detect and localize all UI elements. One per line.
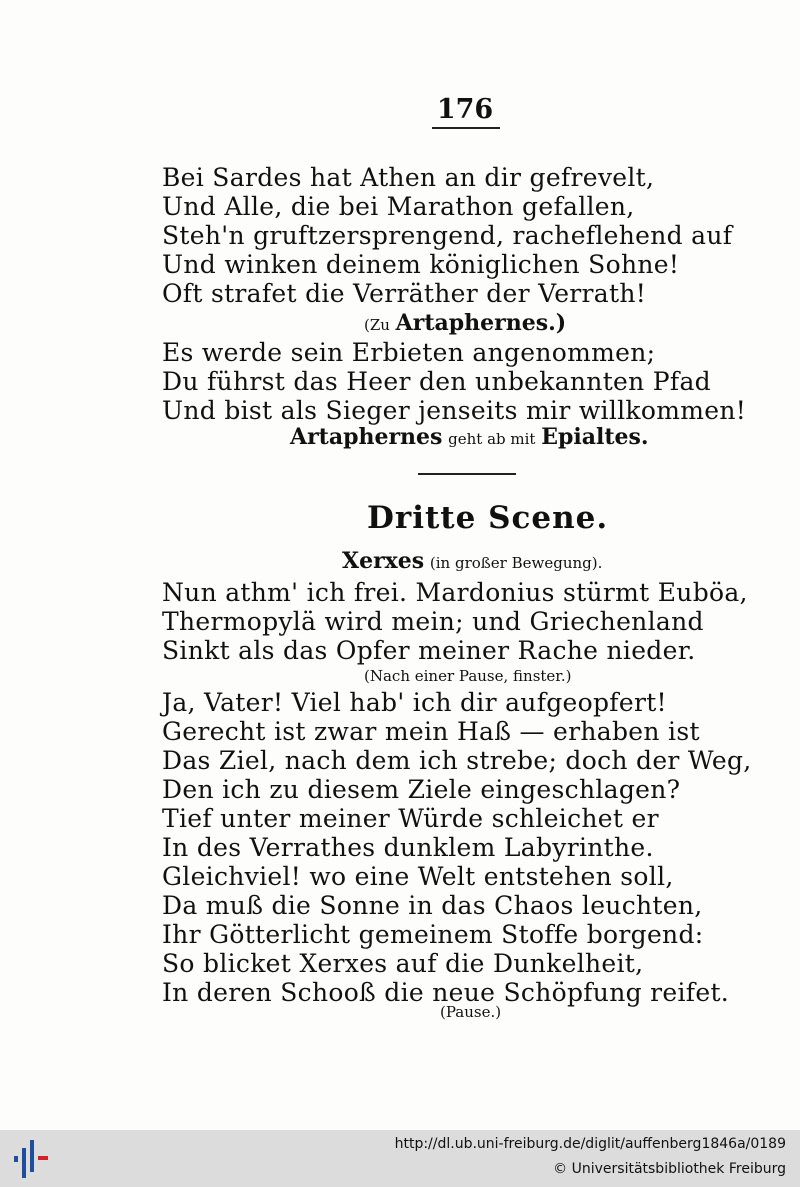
verse-line: Sinkt als das Opfer meiner Rache nieder.	[162, 636, 696, 665]
speaker-heading	[342, 548, 602, 574]
verse-line: Gerecht ist zwar mein Haß — erhaben ist	[162, 717, 700, 746]
verse-line: In des Verrathes dunklem Labyrinthe.	[162, 833, 654, 862]
stage-direction: (Nach einer Pause, finster.)	[364, 667, 572, 685]
verse-line: Es werde sein Erbieten angenommen;	[162, 338, 656, 367]
character-name: Epialtes.	[541, 424, 649, 450]
verse-line: Bei Sardes hat Athen an dir gefrevelt,	[162, 163, 655, 192]
verse-line: Thermopylä wird mein; und Griechenland	[162, 607, 704, 636]
verse-line: Das Ziel, nach dem ich strebe; doch der Weg,	[162, 746, 752, 775]
character-name: Artaphernes	[290, 424, 443, 450]
verse-line: So blicket Xerxes auf die Dunkelheit,	[162, 949, 644, 978]
stage-direction: (Pause.)	[440, 1003, 502, 1021]
stage-direction	[364, 310, 566, 336]
verse-line: Du führst das Heer den unbekannten Pfad	[162, 367, 711, 396]
viewer-footer	[0, 1130, 800, 1187]
verse-line: Ihr Götterlicht gemeinem Stoffe borgend:	[162, 920, 704, 949]
permalink-url[interactable]: http://dl.ub.uni-freiburg.de/diglit/auffenberg1846a/0189	[394, 1136, 786, 1152]
ub-freiburg-logo-icon[interactable]	[10, 1138, 54, 1180]
verse-line: Und Alle, die bei Marathon gefallen,	[162, 192, 635, 221]
verse-line: In deren Schooß die neue Schöpfung reifet.	[162, 978, 730, 1007]
scene-divider	[418, 473, 516, 475]
verse-line: Und bist als Sieger jenseits mir willkommen!	[162, 396, 747, 425]
page-number-rule	[432, 127, 500, 129]
verse-line: Da muß die Sonne in das Chaos leuchten,	[162, 891, 703, 920]
scene-title: Dritte Scene.	[367, 500, 609, 536]
stage-direction-open: (Zu	[364, 316, 390, 334]
speaker-note: (in großer Bewegung).	[429, 554, 603, 572]
verse-line: Tief unter meiner Würde schleichet er	[162, 804, 659, 833]
speaker-name: Xerxes	[342, 548, 425, 574]
verse-line: Ja, Vater! Viel hab' ich dir aufgeopfert!	[162, 688, 667, 717]
verse-line: Oft strafet die Verräther der Verrath!	[162, 279, 647, 308]
verse-line: Den ich zu diesem Ziele eingeschlagen?	[162, 775, 681, 804]
page-number: 176	[436, 94, 494, 125]
verse-line: Nun athm' ich frei. Mardonius stürmt Euböa,	[162, 578, 748, 607]
exit-text: geht ab mit	[448, 430, 536, 448]
verse-line: Gleichviel! wo eine Welt entstehen soll,	[162, 862, 674, 891]
exit-direction	[290, 424, 649, 450]
copyright-notice: © Universitätsbibliothek Freiburg	[553, 1161, 786, 1177]
character-name: Artaphernes.)	[395, 310, 567, 336]
verse-line: Und winken deinem königlichen Sohne!	[162, 250, 680, 279]
verse-line: Steh'n gruftzersprengend, racheflehend auf	[162, 221, 733, 250]
